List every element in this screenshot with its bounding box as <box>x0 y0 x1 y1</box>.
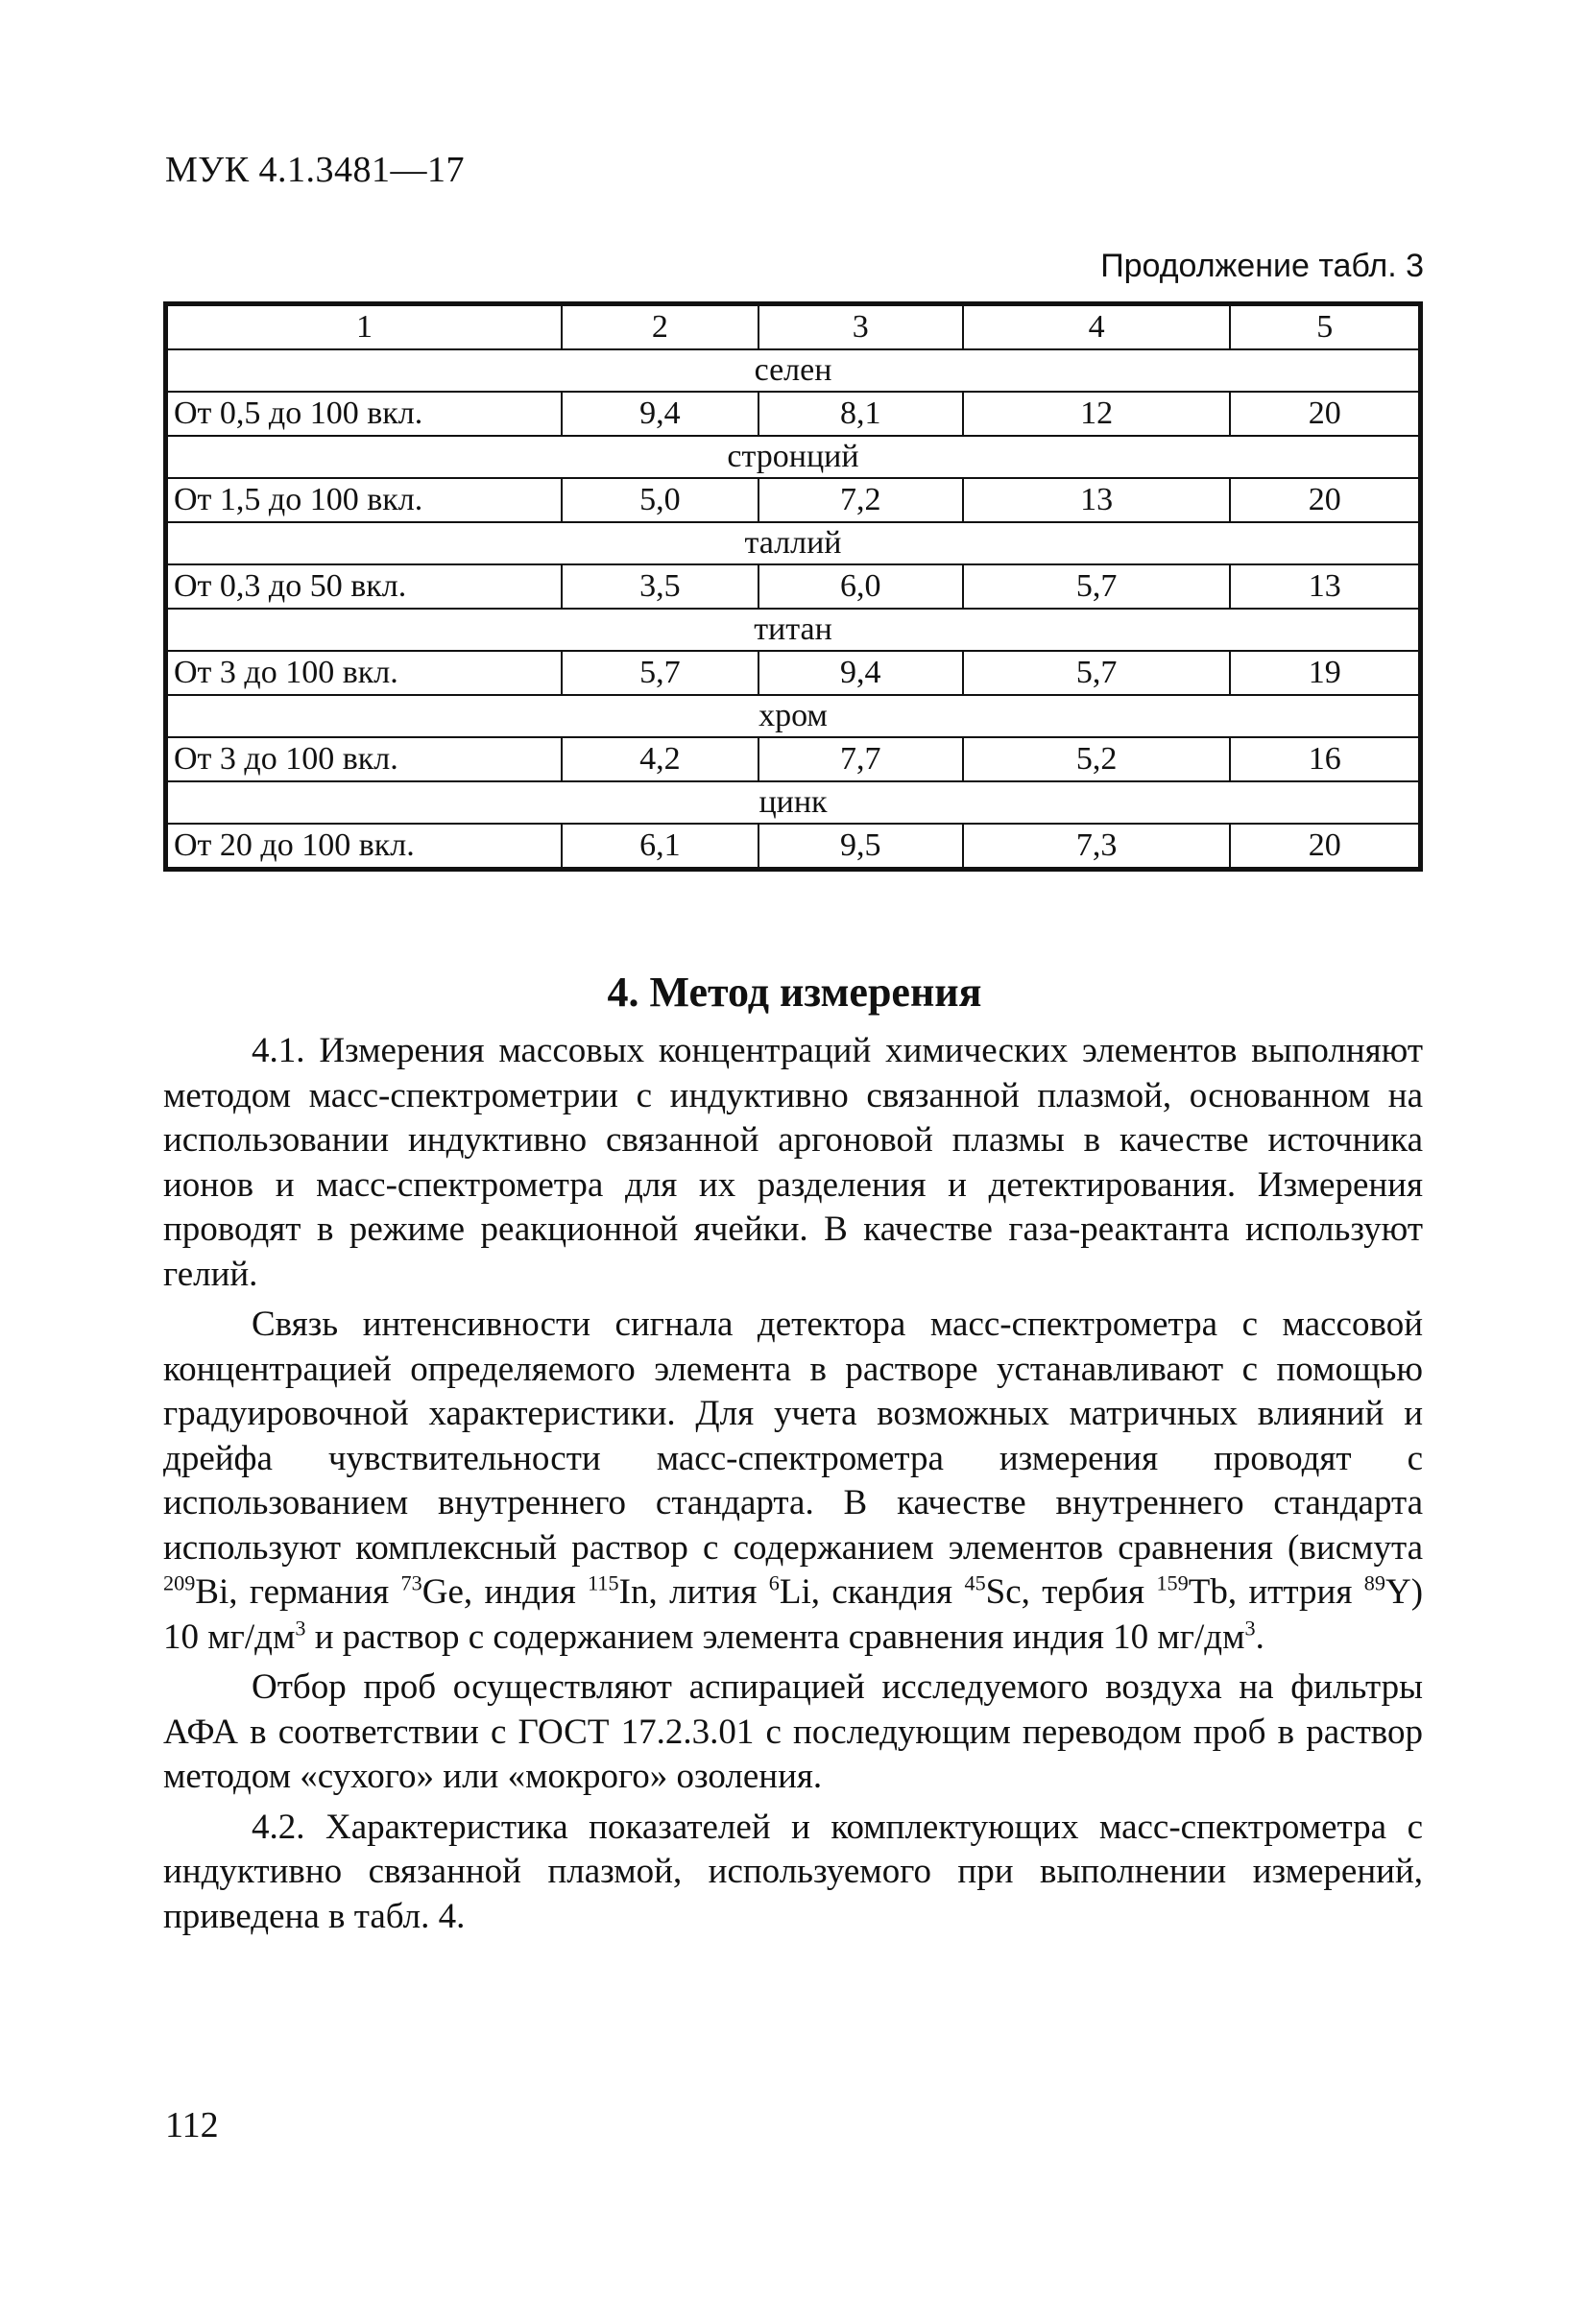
paragraph-4-2: 4.2. Характеристика показателей и комплектующих масс-спектрометра с индуктивно связанной плазмой, используемого при выполнении измерений, приведена в табл. 4. <box>163 1807 1423 1936</box>
isotope-mass: 73 <box>400 1570 422 1595</box>
range-cell: От 0,3 до 50 вкл. <box>166 564 562 609</box>
element-group-row <box>166 695 1421 737</box>
value-cell: 13 <box>963 478 1231 522</box>
value-cell: 13 <box>1230 564 1420 609</box>
table-row <box>166 651 1421 695</box>
value-cell: 7,7 <box>758 737 963 781</box>
unit-exponent: 3 <box>295 1616 306 1641</box>
table-caption: Продолжение табл. 3 <box>1100 248 1424 284</box>
value-cell: 9,4 <box>758 651 963 695</box>
text-run: Li, скандия <box>779 1572 965 1612</box>
element-name: стронций <box>166 436 1421 478</box>
isotope-mass: 115 <box>588 1570 619 1595</box>
value-cell: 19 <box>1230 651 1420 695</box>
paragraph-internal-standard <box>163 1303 1423 1660</box>
value-cell: 5,7 <box>963 564 1231 609</box>
value-cell: 9,4 <box>562 392 758 436</box>
table-row <box>166 478 1421 522</box>
column-header: 3 <box>758 304 963 350</box>
unit-exponent: 3 <box>1244 1616 1256 1641</box>
value-cell: 20 <box>1230 392 1420 436</box>
text-run: Связь интенсивности сигнала детектора масс-спектрометра с массовой концентрацией определяемого элемента в растворе устанавливают с помощью градуировочной характеристики. Для учета возможных матричных влияний и дрейфа чувствительности масс-спектрометра измерения проводят с использованием внутреннего стандарта. В качестве внутреннего стандарта используют комплексный раствор с содержанием элементов сравнения (висмута <box>163 1305 1423 1568</box>
column-header: 1 <box>166 304 562 350</box>
element-group-row <box>166 436 1421 478</box>
column-header: 2 <box>562 304 758 350</box>
range-cell: От 0,5 до 100 вкл. <box>166 392 562 436</box>
value-cell: 3,5 <box>562 564 758 609</box>
element-name: селен <box>166 349 1421 392</box>
element-name: титан <box>166 609 1421 651</box>
body-text <box>163 1029 1423 1945</box>
value-cell: 16 <box>1230 737 1420 781</box>
element-name: хром <box>166 695 1421 737</box>
page-number: 112 <box>165 2105 219 2145</box>
value-cell: 20 <box>1230 478 1420 522</box>
text-run: Bi, германия <box>195 1572 401 1612</box>
value-cell: 8,1 <box>758 392 963 436</box>
text-run: Ge, индия <box>421 1572 589 1612</box>
text-run: . <box>1255 1617 1264 1657</box>
isotope-mass: 159 <box>1156 1570 1189 1595</box>
table-row <box>166 737 1421 781</box>
element-group-row <box>166 522 1421 564</box>
isotope-mass: 209 <box>163 1570 196 1595</box>
value-cell: 7,2 <box>758 478 963 522</box>
value-cell: 20 <box>1230 824 1420 870</box>
range-cell: От 1,5 до 100 вкл. <box>166 478 562 522</box>
text-run: Sc, тербия <box>985 1572 1157 1612</box>
value-cell: 5,7 <box>963 651 1231 695</box>
range-cell: От 3 до 100 вкл. <box>166 737 562 781</box>
text-run: Y) 10 мг/дм <box>163 1572 1424 1657</box>
value-cell: 9,5 <box>758 824 963 870</box>
value-cell: 5,7 <box>562 651 758 695</box>
text-run: In, лития <box>618 1572 769 1612</box>
value-cell: 6,0 <box>758 564 963 609</box>
paragraph-sampling: Отбор проб осуществляют аспирацией исследуемого воздуха на фильтры АФА в соответствии с ГОСТ 17.2.3.01 с последующим переводом проб в раствор методом «сухого» или «мокрого» озоления. <box>163 1667 1423 1796</box>
isotope-mass: 45 <box>964 1570 986 1595</box>
element-group-row <box>166 781 1421 824</box>
isotope-mass: 6 <box>768 1570 780 1595</box>
range-cell: От 3 до 100 вкл. <box>166 651 562 695</box>
paragraph-4-1: 4.1. Измерения массовых концентраций химических элементов выполняют методом масс-спектрометрии с индуктивно связанной плазмой, основанном на использовании индуктивно связанной аргоновой плазмы в качестве источника ионов и масс-спектрометра для их разделения и детектирования. Измерения проводят в режиме реакционной ячейки. В качестве газа-реактанта используют гелий. <box>163 1031 1423 1294</box>
column-header: 4 <box>963 304 1231 350</box>
document-header: МУК 4.1.3481—17 <box>165 150 466 190</box>
value-cell: 4,2 <box>562 737 758 781</box>
value-cell: 6,1 <box>562 824 758 870</box>
table-row <box>166 392 1421 436</box>
value-cell: 5,0 <box>562 478 758 522</box>
value-cell: 7,3 <box>963 824 1231 870</box>
table-row <box>166 564 1421 609</box>
element-name: цинк <box>166 781 1421 824</box>
element-group-row <box>166 349 1421 392</box>
element-name: таллий <box>166 522 1421 564</box>
data-table <box>163 301 1423 872</box>
table-row <box>166 824 1421 870</box>
text-run: Tb, иттрия <box>1188 1572 1364 1612</box>
element-group-row <box>166 609 1421 651</box>
section-title: 4. Метод измерения <box>607 969 982 1016</box>
column-header: 5 <box>1230 304 1420 350</box>
value-cell: 5,2 <box>963 737 1231 781</box>
isotope-mass: 89 <box>1363 1570 1385 1595</box>
range-cell: От 20 до 100 вкл. <box>166 824 562 870</box>
text-run: и раствор с содержанием элемента сравнения индия 10 мг/дм <box>305 1617 1245 1657</box>
table-header-row <box>166 304 1421 350</box>
value-cell: 12 <box>963 392 1231 436</box>
